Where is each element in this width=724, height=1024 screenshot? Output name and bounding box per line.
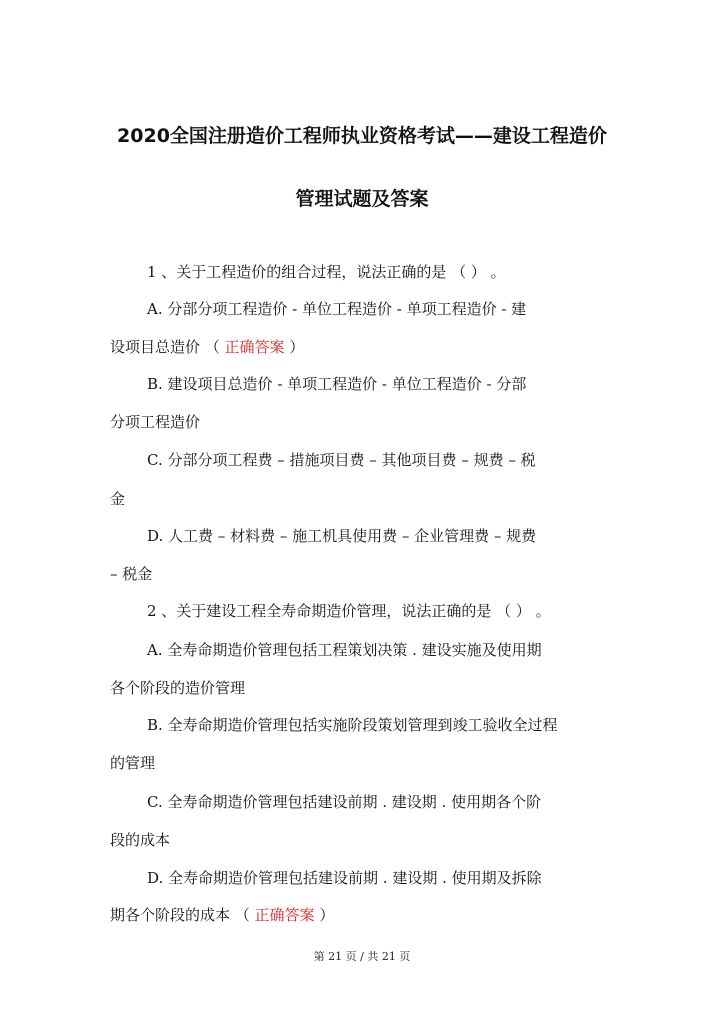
question-1-option-b-line-2: 分项工程造价 — [110, 413, 201, 431]
question-2-option-b-line-2: 的管理 — [110, 754, 156, 772]
document-title-line-2: 管理试题及答案 — [295, 188, 429, 210]
question-1-option-a-text: 设项目总造价 （ — [110, 338, 225, 356]
correct-answer-mark: 正确答案 — [254, 906, 315, 924]
question-1-option-a-tail: ） — [284, 338, 305, 356]
question-2-option-d-tail: ） — [314, 906, 335, 924]
question-1-option-a-line-2 — [110, 337, 304, 357]
question-1-stem: 1 、关于工程造价的组合过程，说法正确的是 （ ） 。 — [147, 263, 506, 281]
question-2-option-c-line-2: 段的成本 — [110, 831, 171, 849]
question-2-option-d-line-2 — [110, 905, 334, 925]
question-1-option-c-line-1: C. 分部分项工程费 – 措施项目费 – 其他项目费 – 规费 – 税 — [147, 451, 536, 469]
question-1-option-d-line-1: D. 人工费 – 材料费 – 施工机具使用费 – 企业管理费 – 规费 — [147, 527, 537, 545]
correct-answer-mark: 正确答案 — [224, 338, 285, 356]
question-2-option-a-line-1: A. 全寿命期造价管理包括工程策划决策 . 建设实施及使用期 — [147, 641, 542, 659]
question-2-option-a-line-2: 各个阶段的造价管理 — [110, 679, 246, 697]
question-1-option-d-line-2: – 税金 — [110, 565, 153, 583]
document-title-line-1: 2020全国注册造价工程师执业资格考试——建设工程造价 — [117, 125, 607, 147]
question-2-stem: 2 、关于建设工程全寿命期造价管理，说法正确的是 （ ） 。 — [147, 602, 551, 620]
question-2-option-d-text: 期各个阶段的成本 （ — [110, 906, 255, 924]
question-1-option-a-line-1: A. 分部分项工程造价 - 单位工程造价 - 单项工程造价 - 建 — [147, 300, 527, 318]
question-1-option-c-line-2: 金 — [110, 490, 126, 508]
question-2-option-c-line-1: C. 全寿命期造价管理包括建设前期 . 建设期 . 使用期各个阶 — [147, 793, 542, 811]
question-2-option-b-line-1: B. 全寿命期造价管理包括实施阶段策划管理到竣工验收全过程 — [147, 716, 558, 734]
question-2-option-d-line-1: D. 全寿命期造价管理包括建设前期 . 建设期 . 使用期及拆除 — [147, 869, 542, 887]
page-footer-number: 第 21 页 / 共 21 页 — [313, 950, 411, 963]
question-1-option-b-line-1: B. 建设项目总造价 - 单项工程造价 - 单位工程造价 - 分部 — [147, 375, 527, 393]
